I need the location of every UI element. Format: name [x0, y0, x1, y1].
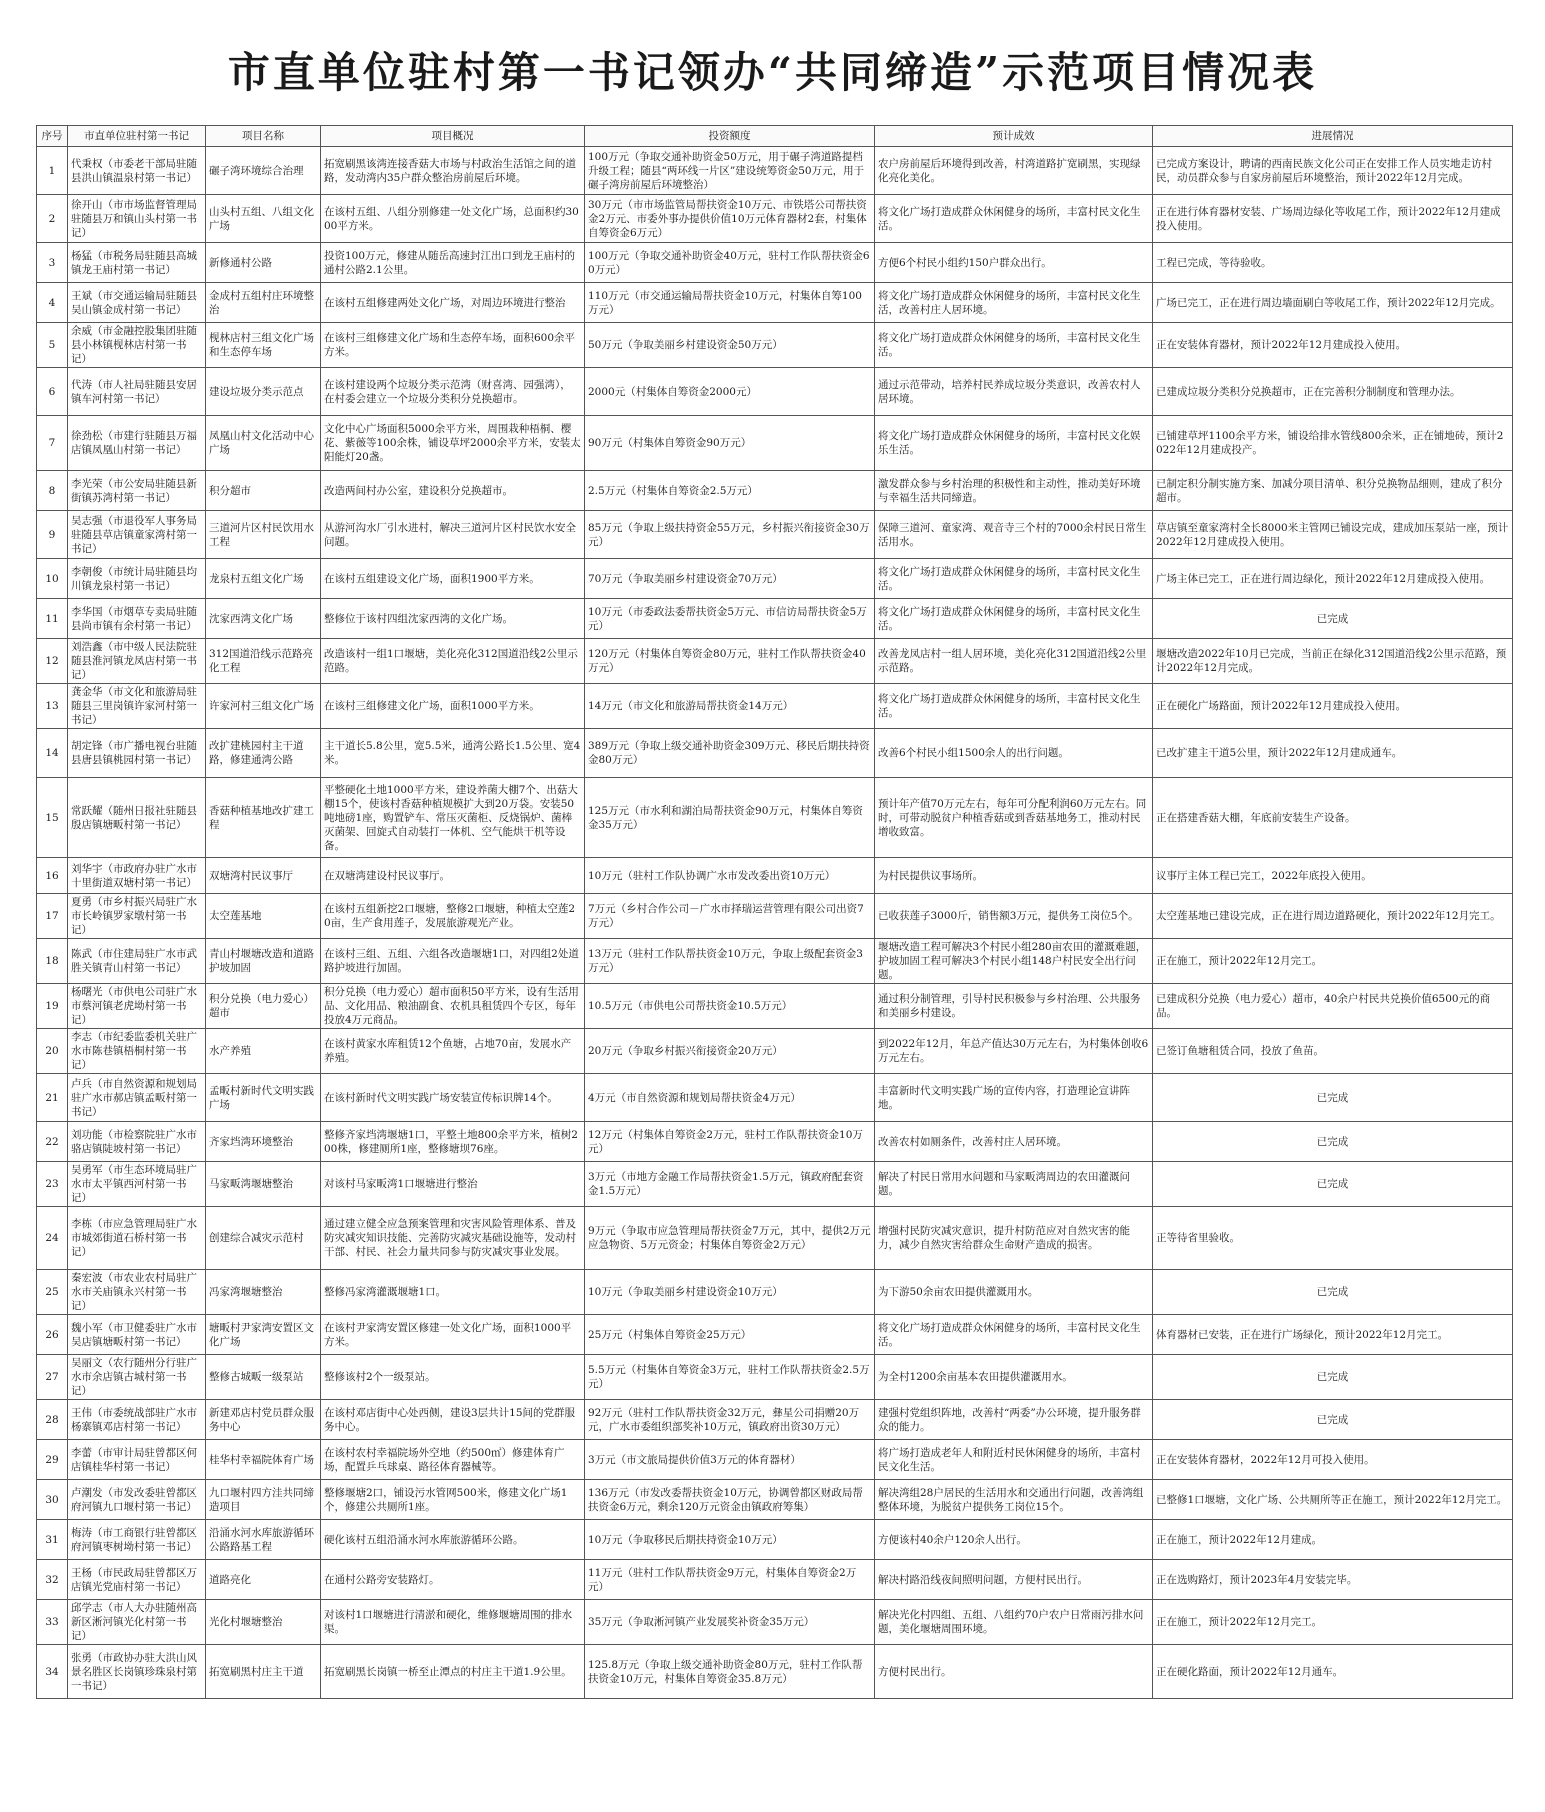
- table-row: [37, 894, 1513, 939]
- cell-index: 22: [37, 1122, 68, 1162]
- cell-progress: 广场主体已完工，正在进行周边绿化，预计2022年12月建成投入使用。: [1153, 559, 1513, 599]
- cell-secretary: 邱学志（市人大办驻随州高新区淅河镇光化村第一书记）: [68, 1600, 206, 1645]
- cell-expected-result: 改善龙凤店村一组人居环境，美化亮化312国道沿线2公里示范路。: [875, 639, 1153, 684]
- cell-expected-result: 将文化广场打造成群众休闲健身的场所，丰富村民文化生活。: [875, 684, 1153, 729]
- cell-progress: 已完成: [1153, 1355, 1513, 1400]
- cell-secretary: 李光荣（市公安局驻随县新街镇苏湾村第一书记）: [68, 471, 206, 511]
- cell-expected-result: 将广场打造成老年人和附近村民休闲健身的场所，丰富村民文化生活。: [875, 1440, 1153, 1480]
- table-row: [37, 984, 1513, 1029]
- cell-investment: 3万元（市文旅局提供价值3万元的体育器材）: [585, 1440, 875, 1480]
- cell-project-name: 枧林店村三组文化广场和生态停车场: [206, 323, 321, 368]
- cell-secretary: 吴丽文（农行随州分行驻广水市余店镇古城村第一书记）: [68, 1355, 206, 1400]
- cell-investment: 90万元（村集体自筹资金90万元）: [585, 416, 875, 471]
- cell-project-name: 道路亮化: [206, 1560, 321, 1600]
- cell-index: 6: [37, 368, 68, 416]
- table-row: [37, 416, 1513, 471]
- cell-index: 18: [37, 939, 68, 984]
- cell-investment: 100万元（争取交通补助资金40万元，驻村工作队帮扶资金60万元）: [585, 243, 875, 283]
- cell-expected-result: 预计年产值70万元左右，每年可分配利润60万元左右。同时，可带动脱贫户种植香菇或到香菇基地务工，推动村民增收致富。: [875, 778, 1153, 858]
- cell-index: 20: [37, 1029, 68, 1074]
- cell-index: 32: [37, 1560, 68, 1600]
- cell-progress: 正在搭建香菇大棚，年底前安装生产设备。: [1153, 778, 1513, 858]
- cell-secretary: 吴勇军（市生态环境局驻广水市太平镇西河村第一书记）: [68, 1162, 206, 1207]
- cell-overview: 改造该村一组1口堰塘，美化亮化312国道沿线2公里示范路。: [321, 639, 585, 684]
- cell-investment: 2000元（村集体自筹资金2000元）: [585, 368, 875, 416]
- cell-project-name: 龙泉村五组文化广场: [206, 559, 321, 599]
- cell-progress: 已签订鱼塘租赁合同，投放了鱼苗。: [1153, 1029, 1513, 1074]
- table-row: [37, 1355, 1513, 1400]
- cell-project-name: 山头村五组、八组文化广场: [206, 195, 321, 243]
- cell-expected-result: 将文化广场打造成群众休闲健身的场所，丰富村民文化生活。: [875, 1315, 1153, 1355]
- cell-expected-result: 将文化广场打造成群众休闲健身的场所，丰富村民文化生活。: [875, 599, 1153, 639]
- cell-secretary: 李蕾（市审计局驻曾都区何店镇桂华村第一书记）: [68, 1440, 206, 1480]
- cell-secretary: 吴志强（市退役军人事务局驻随县草店镇童家湾村第一书记）: [68, 511, 206, 559]
- cell-overview: 在该村邓店街中心处西侧，建设3层共计15间的党群服务中心。: [321, 1400, 585, 1440]
- cell-project-name: 积分超市: [206, 471, 321, 511]
- cell-overview: 在该村农村幸福院场外空地（约500㎡）修建体育广场，配置乒乓球桌、路径体育器械等。: [321, 1440, 585, 1480]
- cell-overview: 硬化该村五组沿涌水河水库旅游循环公路。: [321, 1520, 585, 1560]
- cell-overview: 拓宽刷黑该湾连接香菇大市场与村政治生活馆之间的道路，发动湾内35户群众整治房前屋后环境。: [321, 147, 585, 195]
- cell-project-name: 凤凰山村文化活动中心广场: [206, 416, 321, 471]
- cell-project-name: 光化村堰塘整治: [206, 1600, 321, 1645]
- table-row: [37, 1270, 1513, 1315]
- cell-overview: 整修该村2个一级泵站。: [321, 1355, 585, 1400]
- cell-expected-result: 方便该村40余户120余人出行。: [875, 1520, 1153, 1560]
- cell-index: 5: [37, 323, 68, 368]
- cell-progress: 已完成: [1153, 1162, 1513, 1207]
- cell-expected-result: 改善6个村民小组1500余人的出行问题。: [875, 729, 1153, 778]
- cell-secretary: 夏勇（市乡村振兴局驻广水市长岭镇罗家墩村第一书记）: [68, 894, 206, 939]
- header-progress: 进展情况: [1153, 126, 1513, 147]
- table-row: [37, 471, 1513, 511]
- cell-progress: 已整修1口堰塘，文化广场、公共厕所等正在施工，预计2022年12月完工。: [1153, 1480, 1513, 1520]
- cell-investment: 5.5万元（村集体自筹资金3万元，驻村工作队帮扶资金2.5万元）: [585, 1355, 875, 1400]
- cell-index: 1: [37, 147, 68, 195]
- cell-investment: 50万元（争取美丽乡村建设资金50万元）: [585, 323, 875, 368]
- cell-overview: 从游河沟水厂引水进村，解决三道河片区村民饮水安全问题。: [321, 511, 585, 559]
- cell-investment: 3万元（市地方金融工作局帮扶资金1.5万元，镇政府配套资金1.5万元）: [585, 1162, 875, 1207]
- cell-overview: 在该村尹家湾安置区修建一处文化广场，面积1000平方米。: [321, 1315, 585, 1355]
- header-index: 序号: [37, 126, 68, 147]
- cell-investment: 92万元（驻村工作队帮扶资金32万元，彝星公司捐赠20万元，广水市委组织部奖补10万元，镇政府出资30万元）: [585, 1400, 875, 1440]
- cell-secretary: 刘功能（市检察院驻广水市骆店镇陡坡村第一书记）: [68, 1122, 206, 1162]
- cell-index: 9: [37, 511, 68, 559]
- cell-investment: 11万元（驻村工作队帮扶资金9万元，村集体自筹资金2万元）: [585, 1560, 875, 1600]
- cell-progress: 正在安装体育器材，预计2022年12月建成投入使用。: [1153, 323, 1513, 368]
- cell-index: 26: [37, 1315, 68, 1355]
- cell-index: 10: [37, 559, 68, 599]
- cell-project-name: 桂华村幸福院体育广场: [206, 1440, 321, 1480]
- cell-overview: 在该村五组建设文化广场，面积1900平方米。: [321, 559, 585, 599]
- cell-investment: 10万元（争取美丽乡村建设资金10万元）: [585, 1270, 875, 1315]
- cell-progress: 正在硬化广场路面，预计2022年12月建成投入使用。: [1153, 684, 1513, 729]
- cell-secretary: 余威（市金融控股集团驻随县小林镇枧林店村第一书记）: [68, 323, 206, 368]
- table-row: [37, 1480, 1513, 1520]
- cell-project-name: 冯家湾堰塘整治: [206, 1270, 321, 1315]
- cell-investment: 7万元（乡村合作公司－广水市择瑞运营管理有限公司出资7万元）: [585, 894, 875, 939]
- cell-investment: 10万元（驻村工作队协调广水市发改委出资10万元）: [585, 858, 875, 894]
- cell-secretary: 李朝俊（市统计局驻随县均川镇龙泉村第一书记）: [68, 559, 206, 599]
- cell-progress: 议事厅主体工程已完工，2022年底投入使用。: [1153, 858, 1513, 894]
- cell-investment: 12万元（村集体自筹资金2万元，驻村工作队帮扶资金10万元）: [585, 1122, 875, 1162]
- cell-investment: 110万元（市交通运输局帮扶资金10万元，村集体自筹100万元）: [585, 283, 875, 323]
- table-row: [37, 1074, 1513, 1122]
- cell-index: 19: [37, 984, 68, 1029]
- cell-investment: 389万元（争取上级交通补助资金309万元、移民后期扶持资金80万元）: [585, 729, 875, 778]
- cell-project-name: 建设垃圾分类示范点: [206, 368, 321, 416]
- cell-index: 12: [37, 639, 68, 684]
- cell-secretary: 代涛（市人社局驻随县安居镇车河村第一书记）: [68, 368, 206, 416]
- cell-project-name: 马家畈湾堰塘整治: [206, 1162, 321, 1207]
- cell-progress: 正在施工，预计2022年12月完工。: [1153, 1600, 1513, 1645]
- cell-progress: 太空莲基地已建设完成，正在进行周边道路硬化，预计2022年12月完工。: [1153, 894, 1513, 939]
- cell-progress: 广场已完工，正在进行周边墙面刷白等收尾工作，预计2022年12月完成。: [1153, 283, 1513, 323]
- cell-overview: 积分兑换（电力爱心）超市面积50平方米，设有生活用品、文化用品、粮油副食、农机具租赁四个专区，每年投放4万元商品。: [321, 984, 585, 1029]
- cell-progress: 已建成垃圾分类积分兑换超市，正在完善积分制制度和管理办法。: [1153, 368, 1513, 416]
- cell-expected-result: 将文化广场打造成群众休闲健身的场所，丰富村民文化生活，改善村庄人居环境。: [875, 283, 1153, 323]
- cell-project-name: 金成村五组村庄环境整治: [206, 283, 321, 323]
- cell-progress: 正等待省里验收。: [1153, 1207, 1513, 1270]
- cell-index: 28: [37, 1400, 68, 1440]
- cell-progress: 正在进行体育器材安装、广场周边绿化等收尾工作，预计2022年12月建成投入使用。: [1153, 195, 1513, 243]
- cell-secretary: 秦宏波（市农业农村局驻广水市关庙镇永兴村第一书记）: [68, 1270, 206, 1315]
- cell-secretary: 代秉权（市委老干部局驻随县洪山镇温泉村第一书记）: [68, 147, 206, 195]
- cell-investment: 85万元（争取上级扶持资金55万元，乡村振兴衔接资金30万元）: [585, 511, 875, 559]
- cell-progress: 工程已完成，等待验收。: [1153, 243, 1513, 283]
- cell-overview: 整修冯家湾灌溉堰塘1口。: [321, 1270, 585, 1315]
- table-row: [37, 511, 1513, 559]
- table-row: [37, 1315, 1513, 1355]
- cell-project-name: 塘畈村尹家湾安置区文化广场: [206, 1315, 321, 1355]
- cell-progress: 草店镇至童家湾村全长8000米主管网已铺设完成，建成加压泵站一座，预计2022年12月建成投入使用。: [1153, 511, 1513, 559]
- table-row: [37, 147, 1513, 195]
- cell-overview: 在通村公路旁安装路灯。: [321, 1560, 585, 1600]
- cell-investment: 25万元（村集体自筹资金25万元）: [585, 1315, 875, 1355]
- cell-secretary: 常跃耀（随州日报社驻随县殷店镇塘畈村第一书记）: [68, 778, 206, 858]
- cell-investment: 10.5万元（市供电公司帮扶资金10.5万元）: [585, 984, 875, 1029]
- cell-overview: 文化中心广场面积5000余平方米，周围栽种梧桐、樱花、紫薇等100余株，铺设草坪2000余平方米，安装太阳能灯20盏。: [321, 416, 585, 471]
- header-expected-result: 预计成效: [875, 126, 1153, 147]
- table-row: [37, 559, 1513, 599]
- cell-progress: 堰塘改造2022年10月已完成，当前正在绿化312国道沿线2公里示范路，预计2022年12月完成。: [1153, 639, 1513, 684]
- table-row: [37, 1440, 1513, 1480]
- cell-overview: 通过建立健全应急预案管理和灾害风险管理体系、普及防灾减灾知识技能、完善防灾减灾基础设施等，发动村干部、村民、社会力量共同参与防灾减灾事业发展。: [321, 1207, 585, 1270]
- cell-secretary: 刘浩鑫（市中级人民法院驻随县淮河镇龙凤店村第一书记）: [68, 639, 206, 684]
- cell-expected-result: 为下游50余亩农田提供灌溉用水。: [875, 1270, 1153, 1315]
- cell-investment: 2.5万元（村集体自筹资金2.5万元）: [585, 471, 875, 511]
- cell-project-name: 创建综合减灾示范村: [206, 1207, 321, 1270]
- cell-expected-result: 建强村党组织阵地，改善村“两委”办公环境，提升服务群众的能力。: [875, 1400, 1153, 1440]
- cell-index: 25: [37, 1270, 68, 1315]
- cell-progress: 正在施工，预计2022年12月完工。: [1153, 939, 1513, 984]
- cell-investment: 9万元（争取市应急管理局帮扶资金7万元，其中，提供2万元应急物资、5万元资金；村集体自筹资金2万元）: [585, 1207, 875, 1270]
- cell-overview: 对该村1口堰塘进行清淤和硬化，维修堰塘周围的排水渠。: [321, 1600, 585, 1645]
- cell-index: 16: [37, 858, 68, 894]
- cell-progress: 正在硬化路面，预计2022年12月通车。: [1153, 1645, 1513, 1699]
- cell-project-name: 水产养殖: [206, 1029, 321, 1074]
- cell-expected-result: 通过示范带动，培养村民养成垃圾分类意识，改善农村人居环境。: [875, 368, 1153, 416]
- table-row: [37, 778, 1513, 858]
- cell-project-name: 改扩建桃园村主干道路，修建通湾公路: [206, 729, 321, 778]
- cell-project-name: 孟畈村新时代文明实践广场: [206, 1074, 321, 1122]
- cell-overview: 在该村新时代文明实践广场安装宣传标识牌14个。: [321, 1074, 585, 1122]
- cell-progress: 已改扩建主干道5公里，预计2022年12月建成通车。: [1153, 729, 1513, 778]
- cell-project-name: 积分兑换（电力爱心）超市: [206, 984, 321, 1029]
- cell-project-name: 整修古城畈一级泵站: [206, 1355, 321, 1400]
- cell-progress: 正在施工，预计2022年12月建成。: [1153, 1520, 1513, 1560]
- cell-expected-result: 方便村民出行。: [875, 1645, 1153, 1699]
- cell-overview: 在该村三组修建文化广场，面积1000平方米。: [321, 684, 585, 729]
- cell-investment: 125万元（市水利和湖泊局帮扶资金90万元，村集体自筹资金35万元）: [585, 778, 875, 858]
- cell-secretary: 徐劲松（市建行驻随县万福店镇凤凰山村第一书记）: [68, 416, 206, 471]
- cell-expected-result: 为全村1200余亩基本农田提供灌溉用水。: [875, 1355, 1153, 1400]
- cell-secretary: 刘华宇（市政府办驻广水市十里街道双塘村第一书记）: [68, 858, 206, 894]
- cell-secretary: 龚金华（市文化和旅游局驻随县三里岗镇许家河村第一书记）: [68, 684, 206, 729]
- table-row: [37, 858, 1513, 894]
- cell-expected-result: 增强村民防灾减灾意识，提升村防范应对自然灾害的能力，减少自然灾害给群众生命财产造成的损害。: [875, 1207, 1153, 1270]
- cell-index: 23: [37, 1162, 68, 1207]
- cell-investment: 70万元（争取美丽乡村建设资金70万元）: [585, 559, 875, 599]
- table-row: [37, 599, 1513, 639]
- cell-investment: 20万元（争取乡村振兴衔接资金20万元）: [585, 1029, 875, 1074]
- cell-expected-result: 激发群众参与乡村治理的积极性和主动性，推动美好环境与幸福生活共同缔造。: [875, 471, 1153, 511]
- cell-expected-result: 方便6个村民小组约150户群众出行。: [875, 243, 1153, 283]
- cell-project-name: 新修通村公路: [206, 243, 321, 283]
- cell-project-name: 双塘湾村民议事厅: [206, 858, 321, 894]
- cell-overview: 整修位于该村四组沈家西湾的文化广场。: [321, 599, 585, 639]
- project-table: [36, 125, 1513, 1699]
- cell-expected-result: 农户房前屋后环境得到改善，村湾道路扩宽刷黑，实现绿化亮化美化。: [875, 147, 1153, 195]
- cell-overview: 在该村五组、八组分别修建一处文化广场，总面积约3000平方米。: [321, 195, 585, 243]
- cell-index: 15: [37, 778, 68, 858]
- cell-investment: 10万元（争取移民后期扶持资金10万元）: [585, 1520, 875, 1560]
- cell-project-name: 太空莲基地: [206, 894, 321, 939]
- cell-investment: 100万元（争取交通补助资金50万元，用于碾子湾道路提档升级工程；随县“两环线一片区”建设统筹资金50万元，用于碾子湾房前屋后环境整治）: [585, 147, 875, 195]
- cell-project-name: 三道河片区村民饮用水工程: [206, 511, 321, 559]
- table-row: [37, 323, 1513, 368]
- cell-index: 27: [37, 1355, 68, 1400]
- cell-index: 4: [37, 283, 68, 323]
- table-row: [37, 684, 1513, 729]
- cell-project-name: 青山村堰塘改造和道路护坡加固: [206, 939, 321, 984]
- table-row: [37, 243, 1513, 283]
- cell-investment: 13万元（驻村工作队帮扶资金10万元，争取上级配套资金3万元）: [585, 939, 875, 984]
- cell-secretary: 王伟（市委统战部驻广水市杨寨镇邓店村第一书记）: [68, 1400, 206, 1440]
- cell-overview: 在该村三组修建文化广场和生态停车场，面积600余平方米。: [321, 323, 585, 368]
- cell-progress: 正在选购路灯，预计2023年4月安装完毕。: [1153, 1560, 1513, 1600]
- table-row: [37, 368, 1513, 416]
- cell-expected-result: 为村民提供议事场所。: [875, 858, 1153, 894]
- cell-expected-result: 通过积分制管理，引导村民积极参与乡村治理、公共服务和美丽乡村建设。: [875, 984, 1153, 1029]
- header-overview: 项目概况: [321, 126, 585, 147]
- table-row: [37, 729, 1513, 778]
- table-row: [37, 639, 1513, 684]
- cell-index: 14: [37, 729, 68, 778]
- cell-overview: 投资100万元，修建从随岳高速封江出口到龙王庙村的通村公路2.1公里。: [321, 243, 585, 283]
- cell-expected-result: 到2022年12月，年总产值达30万元左右，为村集体创收6万元左右。: [875, 1029, 1153, 1074]
- cell-overview: 整修齐家垱湾堰塘1口，平整土地800余平方米，植树200株，修建厕所1座，整修塘坝76座。: [321, 1122, 585, 1162]
- table-body: [37, 147, 1513, 1699]
- cell-project-name: 312国道沿线示范路亮化工程: [206, 639, 321, 684]
- cell-index: 30: [37, 1480, 68, 1520]
- cell-progress: 已完成方案设计，聘请的西南民族文化公司正在安排工作人员实地走访村民，动员群众参与自家房前屋后环境整治，预计2022年12月完成。: [1153, 147, 1513, 195]
- cell-overview: 在双塘湾建设村民议事厅。: [321, 858, 585, 894]
- cell-secretary: 张勇（市政协办驻大洪山风景名胜区长岗镇珍珠泉村第一书记）: [68, 1645, 206, 1699]
- cell-project-name: 齐家垱湾环境整治: [206, 1122, 321, 1162]
- header-project-name: 项目名称: [206, 126, 321, 147]
- cell-index: 7: [37, 416, 68, 471]
- cell-expected-result: 保障三道河、童家湾、观音寺三个村的7000余村民日常生活用水。: [875, 511, 1153, 559]
- header-secretary: 市直单位驻村第一书记: [68, 126, 206, 147]
- cell-progress: 已完成: [1153, 599, 1513, 639]
- cell-expected-result: 将文化广场打造成群众休闲健身的场所，丰富村民文化生活。: [875, 195, 1153, 243]
- cell-expected-result: 将文化广场打造成群众休闲健身的场所，丰富村民文化生活。: [875, 559, 1153, 599]
- cell-overview: 在该村五组新挖2口堰塘，整修2口堰塘，种植太空莲20亩，生产食用莲子，发展旅游观光产业。: [321, 894, 585, 939]
- table-row: [37, 195, 1513, 243]
- cell-index: 21: [37, 1074, 68, 1122]
- cell-index: 17: [37, 894, 68, 939]
- cell-investment: 35万元（争取淅河镇产业发展奖补资金35万元）: [585, 1600, 875, 1645]
- table-row: [37, 1600, 1513, 1645]
- table-header-row: [37, 126, 1513, 147]
- cell-secretary: 李志（市纪委监委机关驻广水市陈巷镇梧桐村第一书记）: [68, 1029, 206, 1074]
- cell-secretary: 陈武（市住建局驻广水市武胜关镇青山村第一书记）: [68, 939, 206, 984]
- cell-investment: 4万元（市自然资源和规划局帮扶资金4万元）: [585, 1074, 875, 1122]
- cell-expected-result: 改善农村如厕条件，改善村庄人居环境。: [875, 1122, 1153, 1162]
- table-row: [37, 1560, 1513, 1600]
- cell-secretary: 徐开山（市市场监督管理局驻随县万和镇山头村第一书记）: [68, 195, 206, 243]
- table-row: [37, 1122, 1513, 1162]
- cell-index: 29: [37, 1440, 68, 1480]
- cell-project-name: 九口堰村四方洼共同缔造项目: [206, 1480, 321, 1520]
- cell-secretary: 李栋（市应急管理局驻广水市城郊街道石桥村第一书记）: [68, 1207, 206, 1270]
- cell-index: 13: [37, 684, 68, 729]
- table-row: [37, 1520, 1513, 1560]
- cell-secretary: 胡定锋（市广播电视台驻随县唐县镇桃园村第一书记）: [68, 729, 206, 778]
- table-row: [37, 283, 1513, 323]
- cell-project-name: 沿涌水河水库旅游循环公路路基工程: [206, 1520, 321, 1560]
- cell-overview: 平整硬化土地1000平方米，建设养菌大棚7个、出菇大棚15个，使该村香菇种植规模扩大到20万袋。安装50吨地磅1座，购置铲车、常压灭菌柜、反烧锅炉、菌棒灭菌架、回旋式自动装打一体机、空气能烘干机等设备。: [321, 778, 585, 858]
- table-row: [37, 1162, 1513, 1207]
- cell-secretary: 卢潮发（市发改委驻曾都区府河镇九口堰村第一书记）: [68, 1480, 206, 1520]
- cell-investment: 30万元（市市场监管局帮扶资金10万元、市铁塔公司帮扶资金2万元、市委外事办提供价值10万元体育器材2套，村集体自筹资金6万元）: [585, 195, 875, 243]
- cell-progress: 已完成: [1153, 1074, 1513, 1122]
- cell-secretary: 李华国（市烟草专卖局驻随县尚市镇有余村第一书记）: [68, 599, 206, 639]
- table-row: [37, 1207, 1513, 1270]
- cell-index: 11: [37, 599, 68, 639]
- cell-index: 34: [37, 1645, 68, 1699]
- cell-secretary: 梅涛（市工商银行驻曾都区府河镇枣树坳村第一书记）: [68, 1520, 206, 1560]
- cell-investment: 136万元（市发改委帮扶资金10万元，协调曾都区财政局帮扶资金6万元，剩余120万元资金由镇政府筹集）: [585, 1480, 875, 1520]
- cell-expected-result: 将文化广场打造成群众休闲健身的场所，丰富村民文化娱乐生活。: [875, 416, 1153, 471]
- cell-progress: 已铺建草坪1100余平方米，铺设给排水管线800余米，正在铺地砖，预计2022年12月建成投产。: [1153, 416, 1513, 471]
- cell-secretary: 魏小军（市卫健委驻广水市吴店镇塘畈村第一书记）: [68, 1315, 206, 1355]
- cell-expected-result: 已收获莲子3000斤，销售额3万元，提供务工岗位5个。: [875, 894, 1153, 939]
- cell-investment: 120万元（村集体自筹资金80万元，驻村工作队帮扶资金40万元）: [585, 639, 875, 684]
- cell-progress: 已制定积分制实施方案、加减分项目清单、积分兑换物品细则，建成了积分超市。: [1153, 471, 1513, 511]
- cell-overview: 整修堰塘2口，铺设污水管网500米，修建文化广场1个，修建公共厕所1座。: [321, 1480, 585, 1520]
- cell-secretary: 卢兵（市自然资源和规划局驻广水市郝店镇孟畈村第一书记）: [68, 1074, 206, 1122]
- cell-overview: 在该村五组修建两处文化广场，对周边环境进行整治: [321, 283, 585, 323]
- page-title: 市直单位驻村第一书记领办“共同缔造”示范项目情况表: [227, 48, 1318, 97]
- cell-overview: 对该村马家畈湾1口堰塘进行整治: [321, 1162, 585, 1207]
- cell-project-name: 碾子湾环境综合治理: [206, 147, 321, 195]
- cell-index: 31: [37, 1520, 68, 1560]
- cell-progress: 已建成积分兑换（电力爱心）超市，40余户村民共兑换价值6500元的商品。: [1153, 984, 1513, 1029]
- table-row: [37, 1645, 1513, 1699]
- cell-index: 8: [37, 471, 68, 511]
- cell-index: 2: [37, 195, 68, 243]
- cell-project-name: 拓宽刷黑村庄主干道: [206, 1645, 321, 1699]
- cell-overview: 拓宽刷黑长岗镇一桥至止潭点的村庄主干道1.9公里。: [321, 1645, 585, 1699]
- cell-project-name: 许家河村三组文化广场: [206, 684, 321, 729]
- cell-investment: 10万元（市委政法委帮扶资金5万元、市信访局帮扶资金5万元）: [585, 599, 875, 639]
- cell-expected-result: 解决光化村四组、五组、八组约70户农户日常雨污排水问题，美化堰塘周围环境。: [875, 1600, 1153, 1645]
- cell-overview: 主干道长5.8公里，宽5.5米，通湾公路长1.5公里、宽4米。: [321, 729, 585, 778]
- cell-expected-result: 解决村路沿线夜间照明问题，方便村民出行。: [875, 1560, 1153, 1600]
- cell-expected-result: 丰富新时代文明实践广场的宣传内容，打造理论宣讲阵地。: [875, 1074, 1153, 1122]
- cell-secretary: 杨曙光（市供电公司驻广水市蔡河镇老虎坳村第一书记）: [68, 984, 206, 1029]
- cell-expected-result: 解决了村民日常用水问题和马家畈湾周边的农田灌溉问题。: [875, 1162, 1153, 1207]
- cell-index: 33: [37, 1600, 68, 1645]
- cell-project-name: 沈家西湾文化广场: [206, 599, 321, 639]
- cell-index: 3: [37, 243, 68, 283]
- table-row: [37, 939, 1513, 984]
- cell-expected-result: 堰塘改造工程可解决3个村民小组280亩农田的灌溉难题，护坡加固工程可解决3个村民小组148户村民安全出行问题。: [875, 939, 1153, 984]
- cell-expected-result: 将文化广场打造成群众休闲健身的场所，丰富村民文化生活。: [875, 323, 1153, 368]
- cell-overview: 改造两间村办公室，建设积分兑换超市。: [321, 471, 585, 511]
- cell-progress: 正在安装体育器材，2022年12月可投入使用。: [1153, 1440, 1513, 1480]
- header-investment: 投资额度: [585, 126, 875, 147]
- cell-overview: 在该村黄家水库租赁12个鱼塘，占地70亩，发展水产养殖。: [321, 1029, 585, 1074]
- cell-secretary: 王杨（市民政局驻曾都区万店镇光党庙村第一书记）: [68, 1560, 206, 1600]
- table-row: [37, 1400, 1513, 1440]
- cell-secretary: 杨猛（市税务局驻随县高城镇龙王庙村第一书记）: [68, 243, 206, 283]
- cell-overview: 在该村建设两个垃圾分类示范湾（财喜湾、园强湾），在村委会建立一个垃圾分类积分兑换超市。: [321, 368, 585, 416]
- cell-progress: 已完成: [1153, 1270, 1513, 1315]
- cell-project-name: 香菇种植基地改扩建工程: [206, 778, 321, 858]
- cell-secretary: 王斌（市交通运输局驻随县吴山镇金成村第一书记）: [68, 283, 206, 323]
- cell-index: 24: [37, 1207, 68, 1270]
- table-row: [37, 1029, 1513, 1074]
- cell-investment: 125.8万元（争取上级交通补助资金80万元，驻村工作队帮扶资金10万元，村集体自筹资金35.8万元）: [585, 1645, 875, 1699]
- cell-investment: 14万元（市文化和旅游局帮扶资金14万元）: [585, 684, 875, 729]
- cell-progress: 已完成: [1153, 1400, 1513, 1440]
- cell-progress: 体育器材已安装，正在进行广场绿化，预计2022年12月完工。: [1153, 1315, 1513, 1355]
- cell-expected-result: 解决湾组28户居民的生活用水和交通出行问题，改善湾组整体环境，为脱贫户提供务工岗位15个。: [875, 1480, 1153, 1520]
- cell-progress: 已完成: [1153, 1122, 1513, 1162]
- cell-project-name: 新建邓店村党员群众服务中心: [206, 1400, 321, 1440]
- cell-overview: 在该村三组、五组、六组各改造堰塘1口，对四组2处道路护坡进行加固。: [321, 939, 585, 984]
